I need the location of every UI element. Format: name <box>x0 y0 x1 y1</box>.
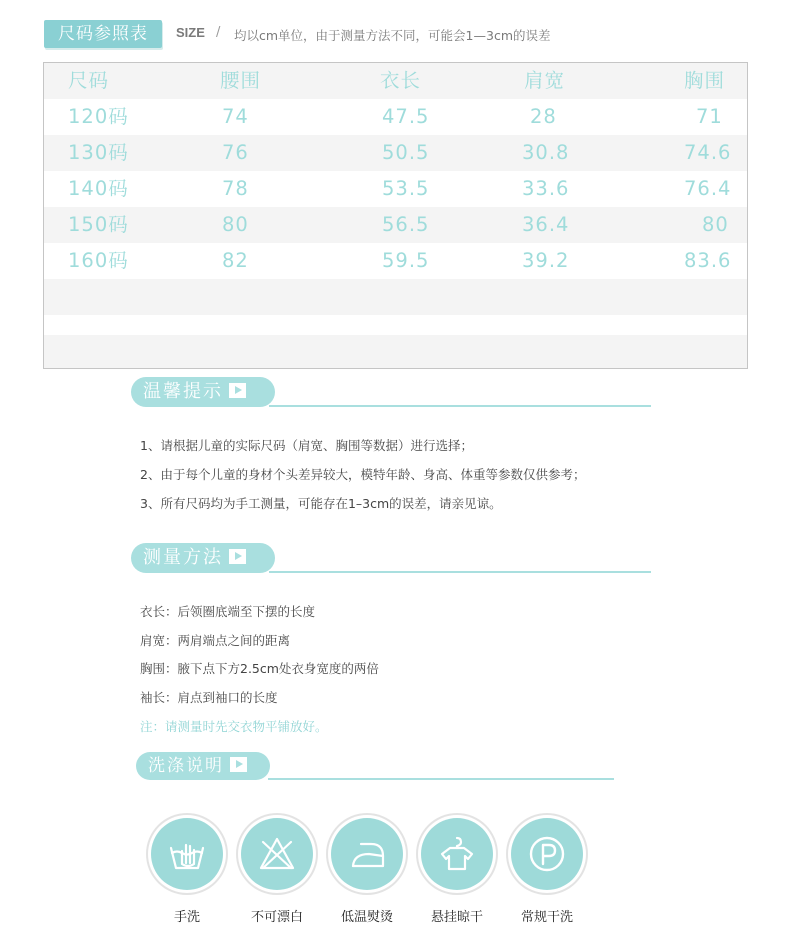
arrow-right-icon <box>229 383 246 398</box>
wash-hand <box>151 818 223 925</box>
measure-heading <box>131 543 651 573</box>
header-size: 尺码 <box>68 69 110 92</box>
measure-item: 肩宽：两肩端点之间的距离 <box>140 633 291 648</box>
cell-shoulder: 33.6 <box>522 177 570 200</box>
cell-length: 47.5 <box>382 105 430 128</box>
hang-dry-icon <box>421 818 493 890</box>
cell-shoulder: 28 <box>530 105 557 128</box>
cell-size: 140码 <box>68 177 129 200</box>
cell-shoulder: 30.8 <box>522 141 570 164</box>
wash-label: 常规干洗 <box>520 910 573 925</box>
cell-waist: 80 <box>222 213 249 236</box>
wash-title: 洗涤说明 <box>148 756 224 776</box>
cell-shoulder: 39.2 <box>522 249 570 272</box>
cell-length: 53.5 <box>382 177 430 200</box>
cell-length: 50.5 <box>382 141 430 164</box>
wash-no-bleach <box>241 818 313 925</box>
measure-title-pill <box>131 543 275 573</box>
cell-length: 59.5 <box>382 249 430 272</box>
size-table <box>43 62 748 369</box>
arrow-right-icon <box>229 549 246 564</box>
hand-wash-icon <box>151 818 223 890</box>
cell-waist: 82 <box>222 249 249 272</box>
measure-note: 注：请测量时先交衣物平铺放好。 <box>140 719 328 734</box>
cell-waist: 74 <box>222 105 249 128</box>
header-waist: 腰围 <box>220 69 262 92</box>
cell-chest: 74.6 <box>684 141 732 164</box>
low-iron-icon <box>331 818 403 890</box>
cell-waist: 76 <box>222 141 249 164</box>
cell-chest: 80 <box>702 213 729 236</box>
header-slash: / <box>216 25 221 40</box>
tip-item: 2、由于每个儿童的身材个头差异较大，模特年龄、身高、体重等参数仅供参考； <box>140 467 586 482</box>
tip-item: 1、请根据儿童的实际尺码（肩宽、胸围等数据）进行选择； <box>140 438 473 453</box>
cell-size: 160码 <box>68 249 129 272</box>
cell-size: 150码 <box>68 213 129 236</box>
wash-label: 低温熨烫 <box>340 910 393 925</box>
wash-label: 手洗 <box>173 910 200 925</box>
cell-shoulder: 36.4 <box>522 213 570 236</box>
cell-length: 56.5 <box>382 213 430 236</box>
wash-hang-dry <box>421 818 493 925</box>
cell-chest: 76.4 <box>684 177 732 200</box>
size-label: SIZE <box>176 25 205 40</box>
cell-chest: 83.6 <box>684 249 732 272</box>
measure-divider <box>269 571 651 573</box>
header-chest: 胸围 <box>684 69 726 92</box>
measurement-note: 均以cm单位，由于测量方法不同，可能会1—3cm的误差 <box>234 28 551 43</box>
measure-title: 测量方法 <box>143 547 223 568</box>
wash-low-iron <box>331 818 403 925</box>
wash-divider <box>268 778 614 780</box>
dry-clean-icon <box>511 818 583 890</box>
wash-label: 不可漂白 <box>250 910 303 925</box>
arrow-right-icon <box>230 757 247 772</box>
cell-chest: 71 <box>696 105 723 128</box>
tips-heading <box>131 377 651 407</box>
tips-title: 温馨提示 <box>143 381 223 402</box>
wash-dry-clean <box>511 818 583 925</box>
size-chart-tag: 尺码参照表 <box>44 20 162 48</box>
tips-title-pill <box>131 377 275 407</box>
tips-divider <box>269 405 651 407</box>
measure-item: 衣长：后领圈底端至下摆的长度 <box>140 604 316 619</box>
measure-item: 袖长：肩点到袖口的长度 <box>140 690 278 705</box>
cell-size: 130码 <box>68 141 129 164</box>
cell-waist: 78 <box>222 177 249 200</box>
no-bleach-icon <box>241 818 313 890</box>
tip-item: 3、所有尺码均为手工测量，可能存在1–3cm的误差，请亲见谅。 <box>140 496 502 511</box>
header-length: 衣长 <box>380 69 422 92</box>
wash-label: 悬挂晾干 <box>430 910 483 925</box>
cell-size: 120码 <box>68 105 129 128</box>
wash-title-pill <box>136 752 270 780</box>
header-shoulder: 肩宽 <box>524 69 566 92</box>
measure-item: 胸围：腋下点下方2.5cm处衣身宽度的两倍 <box>140 661 379 676</box>
wash-heading <box>136 752 616 780</box>
